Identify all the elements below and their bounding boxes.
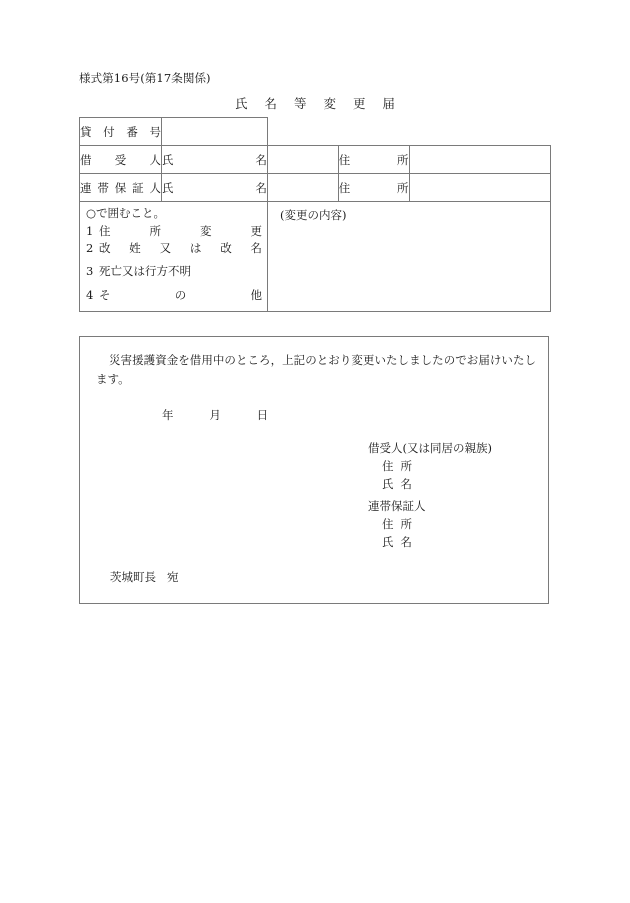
- signature-guarantor-title: 連帯保証人: [368, 499, 426, 513]
- borrower-name-label: 氏 名: [162, 146, 268, 174]
- change-option-4[interactable]: [86, 287, 262, 304]
- signature-block-guarantor: [368, 498, 426, 551]
- table-row-change-options: [80, 202, 551, 312]
- change-option-4-number: 4: [86, 287, 94, 302]
- change-option-3[interactable]: [86, 257, 262, 287]
- change-option-4-label: そ の 他: [99, 287, 262, 302]
- signature-borrower-title: 借受人(又は同居の親族): [368, 441, 492, 455]
- change-option-2-number: 2: [86, 240, 94, 255]
- change-option-1-number: 1: [86, 223, 94, 238]
- statement-body: 災害援護資金を借用中のところ，上記のとおり変更いたしましたのでお届けいたします。: [96, 353, 536, 386]
- borrower-name-input[interactable]: [268, 146, 339, 174]
- change-options-list: [80, 202, 268, 312]
- change-option-2[interactable]: [86, 240, 262, 257]
- signature-borrower-address[interactable]: [368, 458, 492, 476]
- signature-guarantor-address-label-b: 所: [400, 516, 412, 531]
- guarantor-address-input[interactable]: [409, 174, 551, 202]
- table-row-borrower: [80, 146, 551, 174]
- guarantor-name-label: 氏 名: [162, 174, 268, 202]
- signature-block-borrower: [368, 440, 492, 493]
- change-option-1[interactable]: [86, 223, 262, 240]
- guarantor-address-label: 住 所: [338, 174, 409, 202]
- change-options-instruction: ○で囲むこと。: [86, 206, 166, 220]
- form-number: 様式第16号(第17条関係): [79, 71, 211, 85]
- date-month-label: 月: [209, 408, 222, 422]
- loan-row-spacer: [268, 118, 551, 146]
- loan-number-label: 貸付番号: [80, 118, 162, 146]
- borrower-party-label: 借 受 人: [80, 146, 162, 174]
- signature-guarantor-name-label-a: 氏: [382, 534, 394, 549]
- signature-borrower-name-label-a: 氏: [382, 476, 394, 491]
- loan-number-input[interactable]: [162, 118, 268, 146]
- change-option-3-number: 3: [86, 264, 94, 279]
- change-option-3-label: 死亡又は行方不明: [99, 264, 191, 279]
- signature-borrower-address-label-a: 住: [382, 458, 394, 473]
- statement-box: [79, 336, 549, 604]
- date-year-label: 年: [162, 408, 174, 422]
- signature-borrower-name-label-b: 名: [400, 476, 412, 491]
- guarantor-party-label: 連帯保証人: [80, 174, 162, 202]
- borrower-address-label: 住 所: [338, 146, 409, 174]
- signature-guarantor-address-label-a: 住: [382, 516, 394, 531]
- addressee-line: [110, 569, 179, 585]
- signature-guarantor-address[interactable]: [368, 516, 426, 534]
- signature-guarantor-name[interactable]: [368, 534, 426, 552]
- change-content-label: (変更の内容): [280, 208, 347, 222]
- change-content-cell[interactable]: [268, 202, 551, 312]
- addressee-name: 茨城町長: [110, 570, 156, 584]
- table-row-loan-number: [80, 118, 551, 146]
- date-day-label: 日: [256, 408, 269, 422]
- guarantor-name-input[interactable]: [268, 174, 339, 202]
- borrower-address-input[interactable]: [409, 146, 551, 174]
- table-row-guarantor: [80, 174, 551, 202]
- date-line[interactable]: [162, 407, 269, 423]
- form-table: [79, 117, 551, 312]
- signature-guarantor-name-label-b: 名: [400, 534, 412, 549]
- change-option-2-label: 改姓又は改名: [99, 240, 262, 255]
- document-title: 氏 名 等 変 更 届: [235, 96, 402, 111]
- addressee-honorific: 宛: [167, 570, 179, 584]
- signature-borrower-name[interactable]: [368, 476, 492, 494]
- signature-borrower-address-label-b: 所: [400, 458, 412, 473]
- change-option-1-label: 住 所 変 更: [99, 223, 262, 238]
